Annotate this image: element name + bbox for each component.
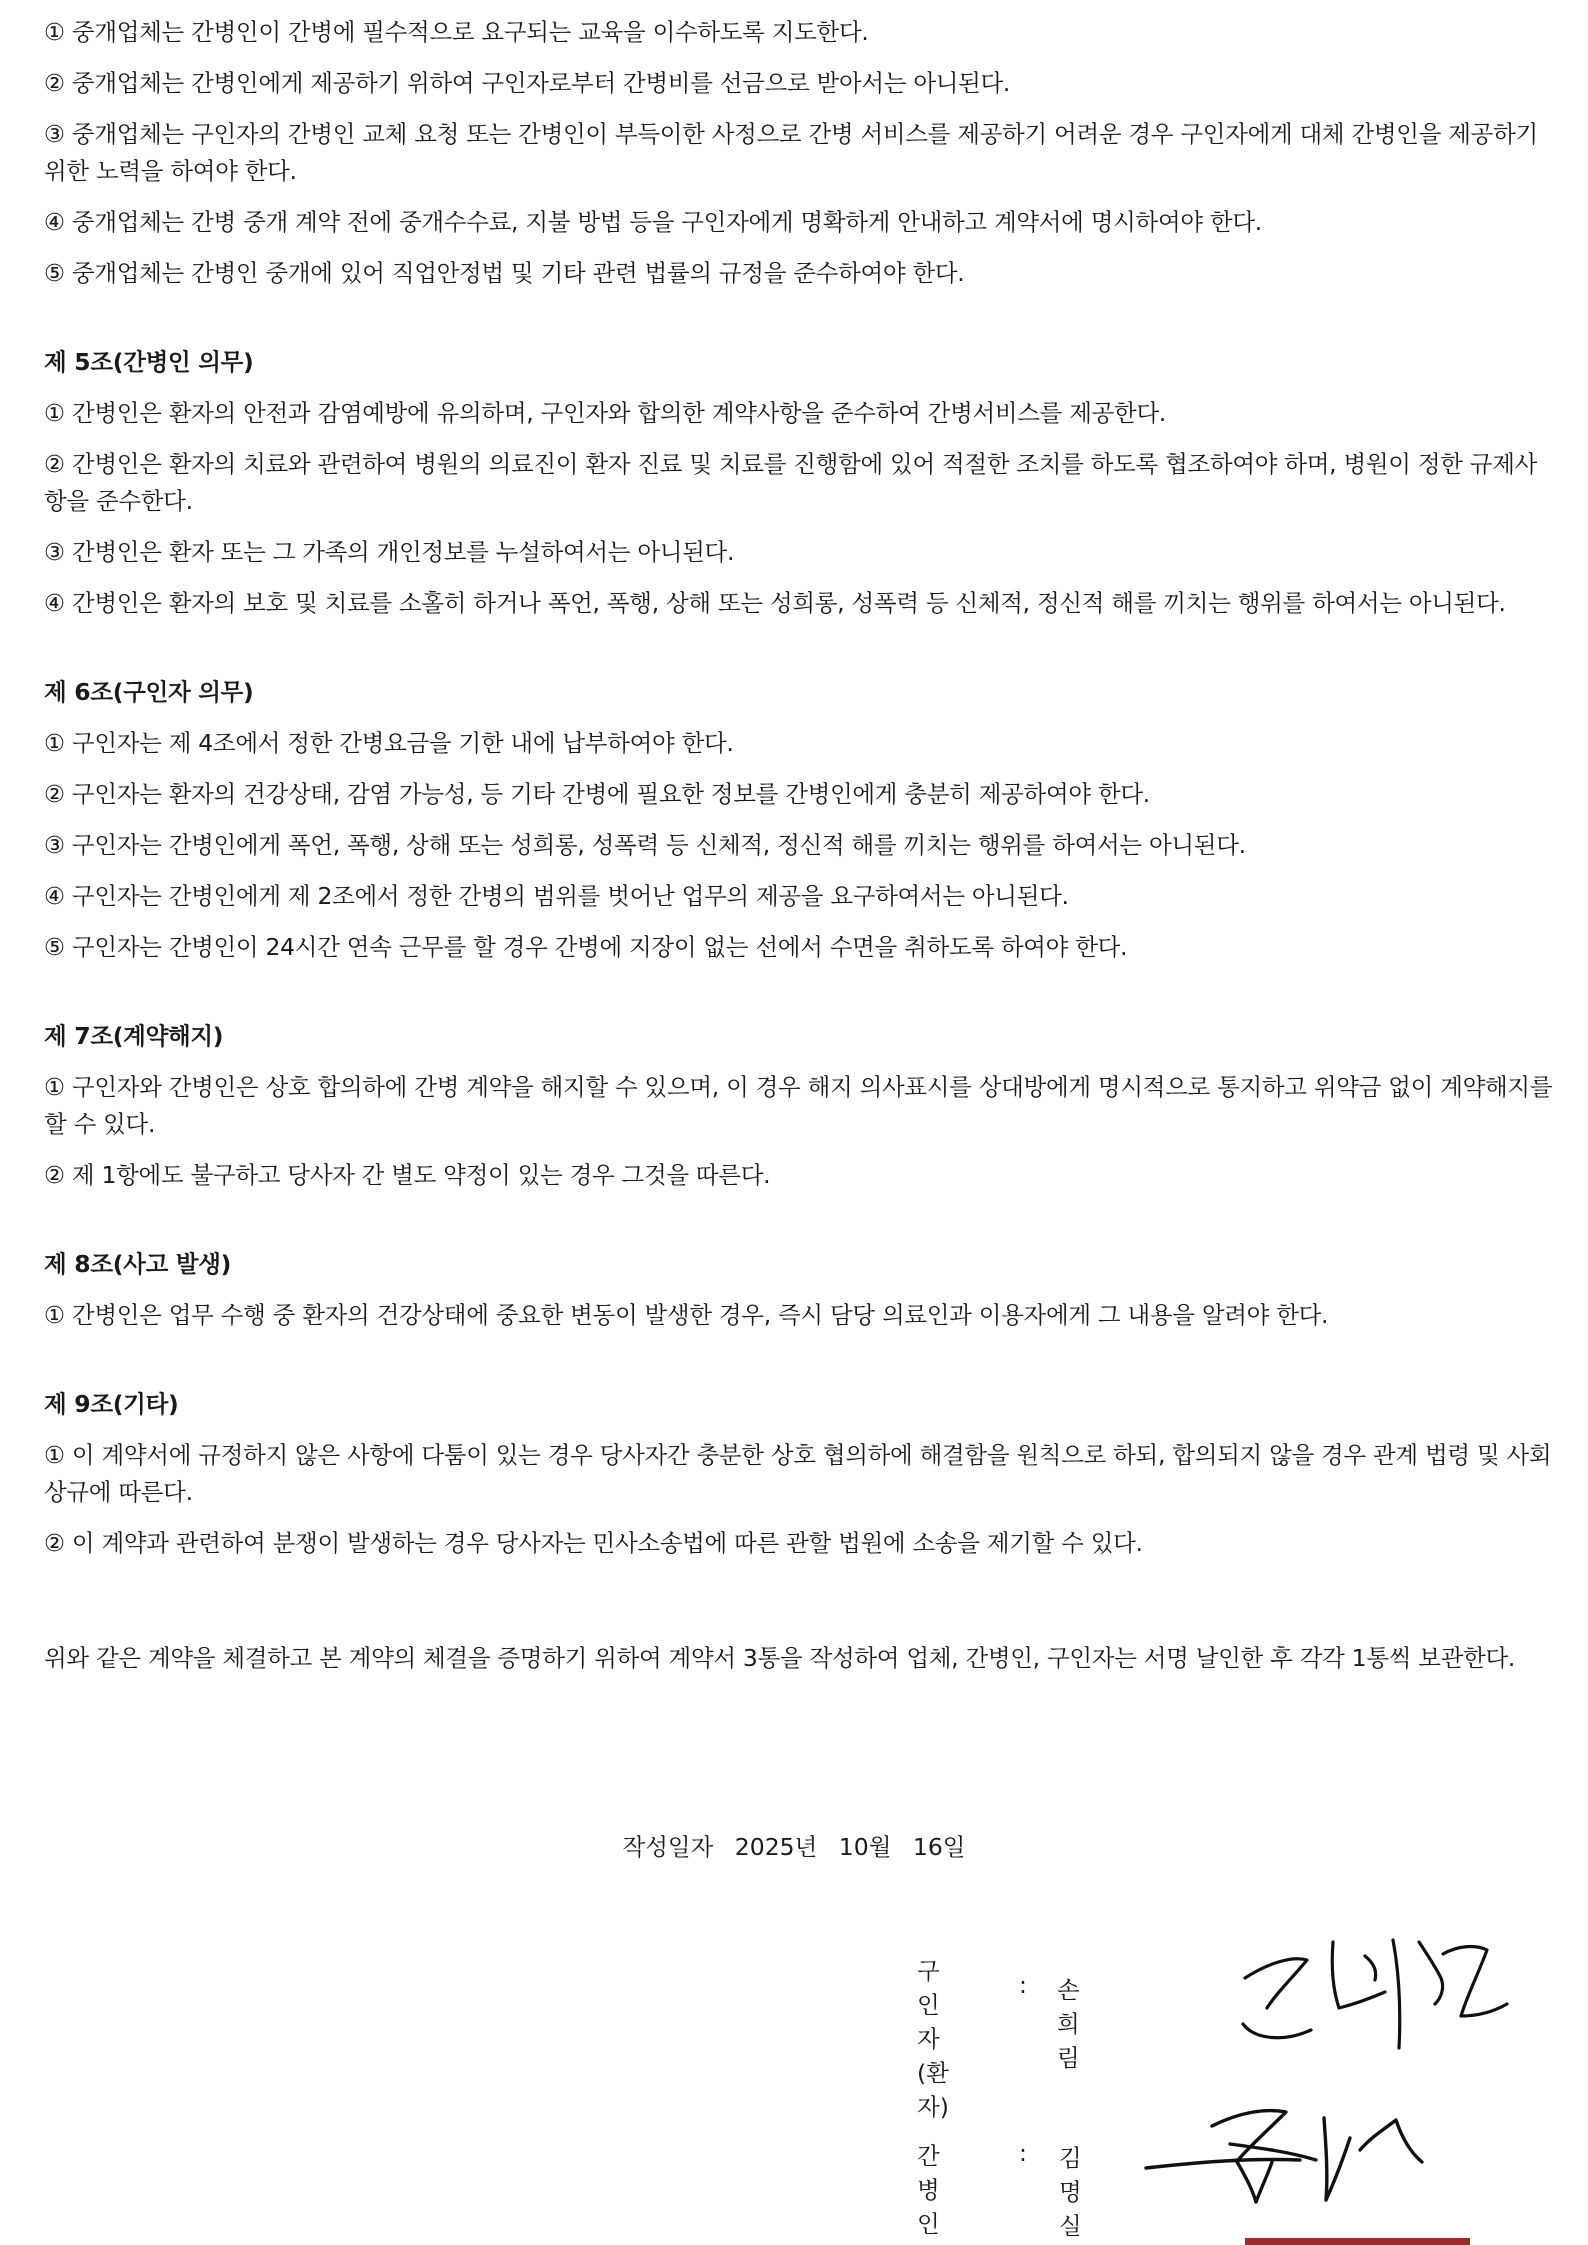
clause-item: ② 구인자는 환자의 건강상태, 감염 가능성, 등 기타 간병에 필요한 정보를 간병인에게 충분히 제공하여야 한다. [44,780,1150,808]
clause-item: ② 간병인은 환자의 치료와 관련하여 병원의 의료진이 환자 진료 및 치료를 진행함에 있어 적절한 조치를 하도록 협조하여야 하며, 병원이 정한 규제사항을 준수한다. [44,450,1537,515]
client-colon: : [1019,1971,1027,1999]
caregiver-signature [1140,2090,1450,2235]
clause-item: ① 간병인은 업무 수행 중 환자의 건강상태에 중요한 변동이 발생한 경우, 즉시 담당 의료인과 이용자에게 그 내용을 알려야 한다. [44,1301,1329,1329]
article-title: 제 5조(간병인 의무) [44,348,254,376]
clause-item: ② 중개업체는 간병인에게 제공하기 위하여 구인자로부터 간병비를 선금으로 받아서는 아니된다. [44,69,1011,97]
caregiver-name: 김명실 [1059,2144,1082,2240]
article-title: 제 9조(기타) [44,1390,179,1418]
client-role [917,1954,949,2124]
clause-item: ③ 구인자는 간병인에게 폭언, 폭행, 상해 또는 성희롱, 성폭력 등 신체적, 정신적 해를 끼치는 행위를 하여서는 아니된다. [44,831,1246,859]
clause-item: ① 중개업체는 간병인이 간병에 필수적으로 요구되는 교육을 이수하도록 지도한다. [44,18,869,46]
article-title: 제 8조(사고 발생) [44,1250,232,1278]
article-9-misc [44,1386,1554,1562]
date-month: 10월 [838,1833,892,1861]
accent-bar [1245,2238,1470,2245]
client-signature [1215,1920,1535,2070]
date-label: 작성일자 [622,1833,714,1861]
article-8-incident [44,1246,1554,1334]
clause-item: ⑤ 중개업체는 간병인 중개에 있어 직업안정법 및 기타 관련 법률의 규정을 준수하여야 한다. [44,259,965,287]
clause-item: ⑤ 구인자는 간병인이 24시간 연속 근무를 할 경우 간병에 지장이 없는 선에서 수면을 취하도록 하여야 한다. [44,933,1128,961]
clause-item: ① 구인자는 제 4조에서 정한 간병요금을 기한 내에 납부하여야 한다. [44,729,734,757]
clause-item: ① 이 계약서에 규정하지 않은 사항에 다툼이 있는 경우 당사자간 충분한 상호 협의하에 해결함을 원칙으로 하되, 합의되지 않을 경우 관계 법령 및 사회상규에 따른다. [44,1441,1552,1506]
clause-item: ④ 구인자는 간병인에게 제 2조에서 정한 간병의 범위를 벗어난 업무의 제공을 요구하여서는 아니된다. [44,882,1069,910]
contract-document [44,14,1554,1691]
article-title: 제 6조(구인자 의무) [44,678,254,706]
client-role-line2: (환자) [917,2059,949,2121]
caregiver-colon: : [1019,2139,1027,2167]
clause-item: ② 이 계약과 관련하여 분쟁이 발생하는 경우 당사자는 민사소송법에 따른 관할 법원에 소송을 제기할 수 있다. [44,1529,1143,1557]
closing-statement: 위와 같은 계약을 체결하고 본 계약의 체결을 증명하기 위하여 계약서 3통을 작성하여 업체, 간병인, 구인자는 서명 날인한 후 각각 1통씩 보관한다. [44,1644,1516,1672]
article-title: 제 7조(계약해지) [44,1022,224,1050]
clause-item: ③ 중개업체는 구인자의 간병인 교체 요청 또는 간병인이 부득이한 사정으로 간병 서비스를 제공하기 어려운 경우 구인자에게 대체 간병인을 제공하기 위한 노력을 하여야 한다. [44,120,1538,185]
clause-item: ① 구인자와 간병인은 상호 합의하에 간병 계약을 해지할 수 있으며, 이 경우 해지 의사표시를 상대방에게 명시적으로 통지하고 위약금 없이 계약해지를 할 수 있다. [44,1073,1553,1138]
client-role-line1: 구인자 [917,1957,940,2053]
article-5-caregiver-duties [44,344,1554,622]
intro-clause-list [44,14,1554,292]
article-6-client-duties [44,674,1554,966]
date-year: 2025년 [734,1833,818,1861]
caregiver-role: 간병인 [917,2142,940,2238]
article-7-termination [44,1018,1554,1194]
clause-item: ④ 간병인은 환자의 보호 및 치료를 소홀히 하거나 폭언, 폭행, 상해 또는 성희롱, 성폭력 등 신체적, 정신적 해를 끼치는 행위를 하여서는 아니된다. [44,589,1506,617]
clause-item: ① 간병인은 환자의 안전과 감염예방에 유의하며, 구인자와 합의한 계약사항을 준수하여 간병서비스를 제공한다. [44,399,1167,427]
clause-item: ③ 간병인은 환자 또는 그 가족의 개인정보를 누설하여서는 아니된다. [44,538,735,566]
clause-item: ④ 중개업체는 간병 중개 계약 전에 중개수수료, 지불 방법 등을 구인자에게 명확하게 안내하고 계약서에 명시하여야 한다. [44,208,1262,236]
clause-item: ② 제 1항에도 불구하고 당사자 간 별도 약정이 있는 경우 그것을 따른다. [44,1161,771,1189]
date-day: 16일 [912,1833,966,1861]
date-line [0,1828,1588,1862]
client-name: 손희림 [1057,1976,1080,2072]
